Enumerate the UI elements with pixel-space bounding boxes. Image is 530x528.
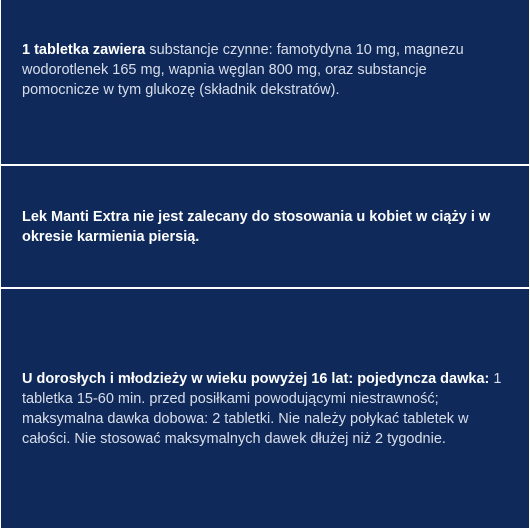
dosage-text bbox=[22, 369, 508, 449]
dosage-panel bbox=[1, 289, 529, 528]
dosage-heading: U dorosłych i młodzieży w wieku powyżej 16 lat: pojedyncza dawka: bbox=[22, 370, 490, 387]
composition-body: substancje czynne: famotydyna 10 mg, magnezu wodorotlenek 165 mg, wapnia węglan 800 mg, oraz substancje pomocnicze w tym glukozę (składnik dekstratów). bbox=[22, 42, 464, 98]
composition-text bbox=[22, 40, 508, 100]
composition-heading: 1 tabletka zawiera bbox=[22, 42, 146, 58]
pregnancy-warning-panel bbox=[1, 166, 529, 287]
dosage-body: 1 tabletka 15-60 min. przed posiłkami powodującymi niestrawność; maksymalna dawka dobowa: 2 tabletki. Nie należy połykać tabletek w całości. Nie stosować maksymalnych dawek dłużej niż 2 tygodnie. bbox=[22, 370, 502, 447]
composition-panel bbox=[1, 0, 529, 164]
pregnancy-warning-text bbox=[22, 207, 508, 247]
pregnancy-warning-heading: Lek Manti Extra nie jest zalecany do stosowania u kobiet w ciąży i w okresie karmienia piersią. bbox=[22, 209, 491, 245]
